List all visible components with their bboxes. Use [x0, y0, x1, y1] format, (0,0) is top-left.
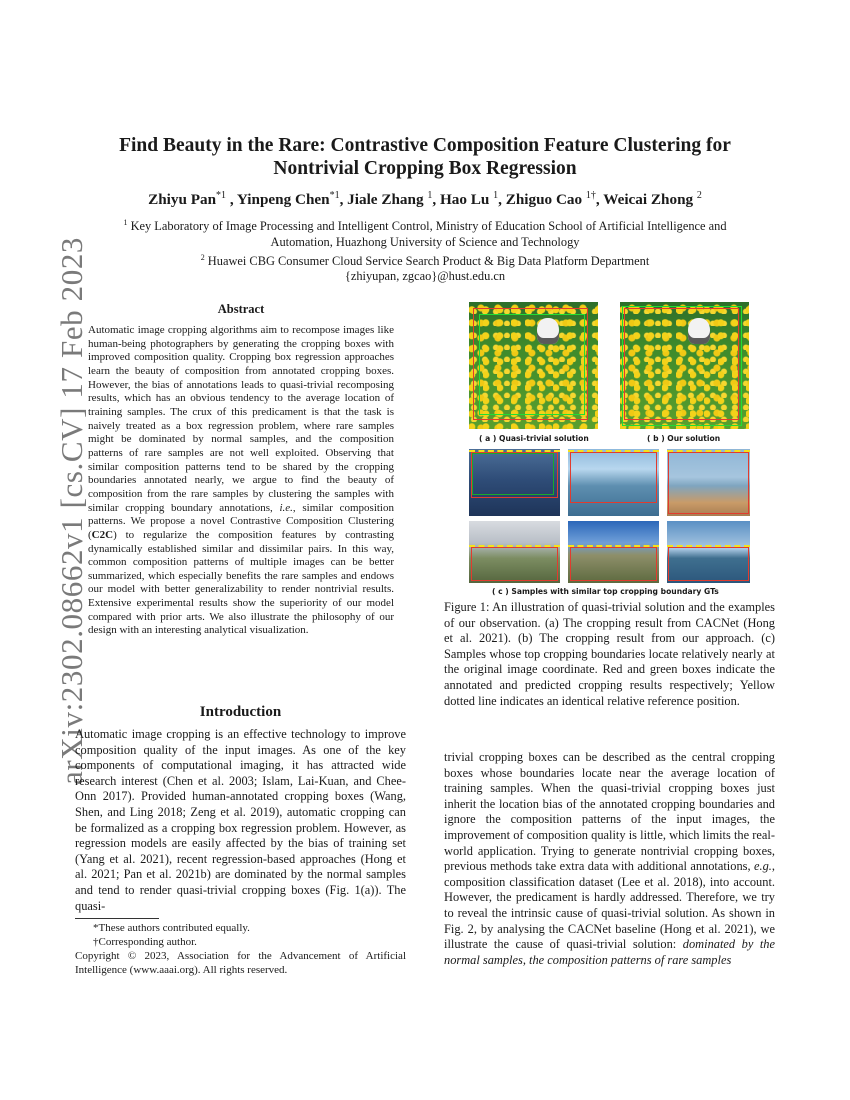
author-mark: *1 [216, 190, 227, 201]
author: Weicai Zhong [603, 191, 694, 209]
footnote-corresponding: †Corresponding author. [93, 936, 197, 948]
right-column-text: trivial cropping boxes can be described as the central cropping boxes whose boundaries locate near the average location of training samples. When the quasi-trivial cropping boxes just inherit the location bias of the annotated cropping boundaries and ignore the composition patterns of the input images, the improvement of composition quality is little, which limits the real-world application. Trying to generate nontrivial cropping boxes, previous methods take extra data with additional annotations, e.g., composition classification dataset (Lee et al. 2018), into account. However, the predicament is hardly addressed. Therefore, we try to reveal the intrinsic cause of quasi-trivial solution. As shown in Fig. 2, by analysing the CACNet baseline (Hong et al. 2021), we illustrate the cause of quasi-trivial solution: dominated by the normal samples, the composition patterns of rare samples [444, 750, 775, 967]
abstract-heading: Abstract [217, 302, 265, 316]
predicted-crop-box [472, 453, 554, 495]
sample-image-1 [469, 449, 560, 516]
author: Jiale Zhang [347, 191, 424, 209]
abstract-text: Automatic image cropping algorithms aim to recompose images like human-being photographers by generating the cropping boxes with improved composition quality. Cropping box regression approaches learn the beauty of composition from annotated cropping boxes. However, the bias of annotations leads to quasi-trivial recomposing results, which has an obvious tendency to the average location of training samples. The crux of this predicament is that the task is naively treated as a box regression problem, where rare samples might be dominated by normal samples, and the composition patterns of rare samples are not well exploited. Observing that similar composition patterns tend to be shared by the cropping boundaries annotated nearly, we argue to find the beauty of composition from the rare samples by clustering the samples with similar cropping boundary annotations, i.e., similar composition patterns. We propose a novel Contrastive Composition Clustering (C2C) to regularize the composition features by contrasting dynamically established similar and dissimilar pairs. In this way, common composition patterns of multiple images can be better summarized, which especially benefits the rare samples and endows our model with better generalizability to render nontrivial results. Extensive experimental results show the superiority of our model compared with prior arts. We also illustrate the philosophy of our design with an interesting analytical visualization. [88, 324, 394, 637]
author: Zhiyu Pan [148, 191, 217, 209]
author-mark: 2 [696, 190, 702, 201]
author: Hao Lu [439, 191, 490, 209]
author-list: Zhiyu Pan$^{*1}$ , Yinpeng Chen$^{*1}$, Jiale Zhang $^1$, Hao Lu $^1$, Zhiguo Cao $^{1\dagger}$, Weicai Zhong $^2$ [148, 190, 702, 209]
footnote-rule [75, 918, 159, 919]
figure-1b-image [620, 302, 749, 429]
author: Yinpeng Chen [236, 191, 330, 209]
annotated-crop-box [668, 547, 749, 581]
introduction-heading: Introduction [199, 704, 282, 720]
sample-image-4 [469, 521, 560, 583]
affiliations: $^1$ Key Laboratory of Image Processing and Intelligent Control, Ministry of Education School of Artificial Intelligence and Automation, Huazhong University of Science and Technology $^2$ Huawei CBG Consumer Cloud Service Search Product & Big Data Platform Department {zhiyupan, zgcao}@hust.edu.cn [123, 218, 727, 284]
sample-image-2 [568, 449, 659, 516]
figure-label-b: ( b ) Our solution [647, 434, 721, 443]
annotated-crop-box [471, 547, 558, 581]
author-mark: 1 [493, 190, 499, 201]
footnote-equal-contribution: *These authors contributed equally. [93, 922, 250, 934]
author-mark: *1 [329, 190, 340, 201]
author-email: {zhiyupan, zgcao}@hust.edu.cn [344, 269, 506, 284]
predicted-crop-box [622, 306, 742, 426]
annotated-crop-box [570, 547, 657, 581]
sample-image-3 [667, 449, 750, 516]
annotated-crop-box [570, 452, 657, 503]
predicted-crop-box [479, 314, 585, 415]
sample-image-6 [667, 521, 750, 583]
paper-title: Find Beauty in the Rare: Contrastive Composition Feature Clustering for Nontrivial Cropping Box Regression [119, 135, 731, 179]
author: Zhiguo Cao [505, 191, 583, 209]
author-mark: 1† [585, 190, 596, 201]
arxiv-stamp: arXiv:2302.08662v1 [cs.CV] 17 Feb 2023 [54, 236, 89, 785]
author-mark: 1 [427, 190, 433, 201]
figure-label-a: ( a ) Quasi-trivial solution [479, 434, 589, 443]
introduction-text: Automatic image cropping is an effective technology to improve composition quality of the input images. As one of the key components of computational imaging, it has attracted wide research interest (Chen et al. 2003; Islam, Lai-Kuan, and Chee-Onn 2017). Provided human-annotated cropping boxes (Wang, Shen, and Ling 2018; Zeng et al. 2019), automatic cropping can be formalized as a cropping box regression problem. However, as regression models are easily affected by the bias of training set (Yang et al. 2021), recent regression-based approaches (Hong et al. 2021; Pan et al. 2021b) are dominated by the normal samples and tend to render quasi-trivial cropping boxes (Fig. 1(a)). The quasi- [75, 727, 406, 913]
figure-1-caption: Figure 1: An illustration of quasi-trivial solution and the examples of our observation. (a) The cropping result from CACNet (Hong et al. 2021). (b) The cropping result from our approach. (c) Samples whose top cropping boundaries locate relatively nearly at the original image coordinate. Red and green boxes indicate the annotated and predicted cropping results respectively; Yellow dotted line indicates an identical relative reference position. [444, 600, 775, 708]
sample-image-5 [568, 521, 659, 583]
figure-1 [444, 300, 775, 600]
figure-label-c: ( c ) Samples with similar top cropping boundary GTs [492, 587, 719, 596]
copyright-notice: Copyright © 2023, Association for the Advancement of Artificial Intelligence (www.aaai.org). All rights reserved. [75, 950, 406, 976]
annotated-crop-box [668, 452, 749, 514]
figure-1a-image [469, 302, 598, 429]
